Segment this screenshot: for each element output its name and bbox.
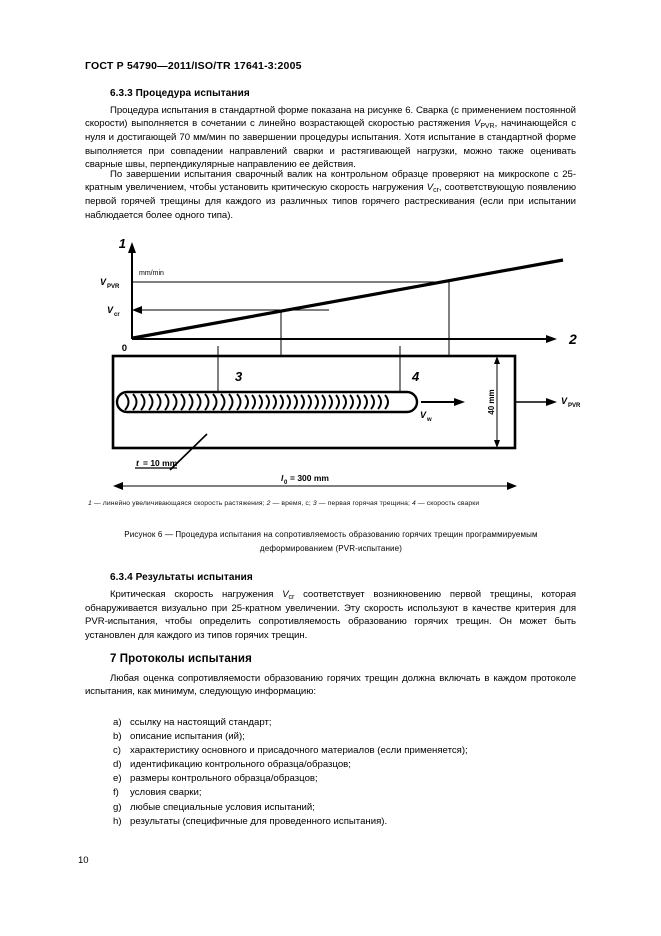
length-dim-arrow-left	[113, 482, 123, 490]
origin-label: 0	[121, 343, 127, 354]
x-axis-arrow	[546, 335, 557, 343]
para-text-a: Процедура испытания в стандартной форме показана на рисунке 6. Сварка (с применением постоянной скорости) выполняется в сочетании с линейно возрастающей скоростью растяжения	[85, 105, 576, 130]
figure-6-caption-line-1: Рисунок 6 — Процедура испытания на сопротивляемость образованию горячих трещин программируемым	[124, 530, 538, 539]
figure-6-legend	[88, 500, 578, 507]
para2-text-b: , соответствующую появлению первой горячей трещины для каждого из различных типов горячего растрескивания (если при испытании наблюдается более одного типа).	[85, 182, 576, 221]
list-item	[85, 772, 576, 786]
section-7-paragraph: Любая оценка сопротивляемости образованию горячих трещин должна включать в каждом протоколе испытания, как минимум, следующую информацию:	[85, 673, 576, 698]
legend-num-4: 4	[411, 500, 416, 507]
list-item-text: любые специальные условия испытаний;	[130, 801, 315, 813]
weld-speed-label-sub: w	[427, 417, 432, 423]
level-label-pvr-sub: PVR	[107, 284, 120, 290]
legend-num-1: 1	[88, 500, 92, 507]
pull-speed-label-sub: PVR	[568, 403, 581, 409]
section-6-3-3-heading: 6.3.3 Процедура испытания	[110, 88, 250, 99]
level-label-cr-sub: cr	[114, 312, 120, 318]
symbol-v-pvr: V	[473, 118, 481, 130]
figure-6	[85, 236, 585, 496]
callout-weld: 4	[412, 369, 420, 384]
legend-num-2: 2	[266, 500, 271, 507]
list-item-text: характеристику основного и присадочного материалов (если применяется);	[130, 745, 468, 757]
legend-text-2: время, с;	[281, 500, 311, 507]
legend-dash-4: —	[415, 500, 427, 507]
legend-num-3: 3	[312, 500, 317, 507]
symbol-v-pvr-subscript: PVR	[480, 123, 495, 131]
legend-dash-2: —	[270, 500, 282, 507]
list-item-text: описание испытания (ий);	[130, 731, 245, 743]
s634-text-b: соответствует возникновению первой трещины, которая обнаруживается визуально при 25-кратном увеличении. Эту скорость используют в качестве критерия для PVR-испытания, чтобы определить сопротивляемость образованию горячих трещин. Он может быть установлен для каждого из типов горячих трещин.	[85, 589, 577, 641]
list-item-text: ссылку на настоящий стандарт;	[130, 717, 272, 728]
level-label-cr: V	[106, 305, 113, 315]
units-label: mm/min	[139, 270, 164, 277]
list-item	[85, 758, 576, 772]
pull-speed-label: V	[561, 396, 568, 406]
list-item	[85, 716, 576, 730]
symbol-v-cr-subscript: cr	[433, 187, 439, 195]
symbol-v-cr-2-subscript: cr	[288, 594, 295, 601]
section-6-3-4-heading: 6.3.4 Результаты испытания	[110, 572, 253, 583]
section-6-3-3-continued	[85, 168, 576, 222]
list-item	[85, 786, 576, 800]
section-6-3-3-paragraph-2	[85, 168, 576, 222]
list-item-text: результаты (специфичные для проведенного испытания).	[130, 815, 388, 827]
list-item	[85, 815, 576, 829]
width-label: 40 mm	[487, 389, 496, 415]
list-item-marker: f)	[113, 787, 119, 799]
list-item-marker: d)	[113, 759, 122, 771]
weld-speed-label: V	[420, 410, 427, 420]
pull-speed-arrowhead	[546, 398, 557, 406]
para-text-b: , начинающейся с нуля и достигающей 70 мм/мин по завершении процедуры испытания. Хотя испытание в стандартной форме выполняется при совпадении направлений сварки и растягивающей нагрузки, можно также оценивать сварные швы, перпендикулярные направлению ее действия.	[85, 118, 576, 170]
callout-crack: 3	[235, 369, 243, 384]
legend-text-1: линейно увеличивающаяся скорость растяжения;	[102, 500, 265, 507]
list-item-marker: a)	[113, 717, 122, 728]
y-axis-label: 1	[118, 236, 126, 251]
figure-6-specimen	[85, 346, 585, 496]
document-header: ГОСТ Р 54790—2011/ISO/TR 17641-3:2005	[85, 60, 302, 72]
symbol-v-cr: V	[426, 182, 434, 194]
list-item-text: идентификацию контрольного образца/образцов;	[130, 759, 351, 771]
symbol-v-cr-2: V	[282, 589, 289, 600]
weld-speed-arrowhead	[454, 398, 465, 406]
list-item-marker: b)	[113, 731, 122, 743]
list-item-marker: g)	[113, 801, 122, 813]
length-dim-arrow-right	[507, 482, 517, 490]
ramp-line	[133, 260, 563, 338]
length-label-subscript: 0	[284, 480, 288, 486]
legend-text-4: скорость сварки	[426, 500, 480, 507]
legend-dash-3: —	[316, 500, 328, 507]
section-7	[85, 653, 576, 698]
thickness-label-symbol: t	[136, 458, 139, 468]
section-7-list	[85, 716, 576, 829]
length-label: = 300 mm	[290, 473, 329, 483]
figure-6-caption	[85, 528, 577, 556]
list-item	[85, 730, 576, 744]
x-axis-label: 2	[569, 331, 577, 347]
y-axis-arrow	[128, 242, 136, 253]
level-line-cr-arrow	[132, 306, 142, 314]
section-7-heading: 7 Протоколы испытания	[110, 653, 252, 665]
legend-text-3: первая горячая трещина;	[327, 500, 410, 507]
list-item-marker: c)	[113, 745, 121, 757]
section-6-3-3-paragraph-1	[85, 104, 576, 171]
level-label-pvr: V	[99, 277, 106, 287]
s634-text-a: Критическая скорость нагружения	[110, 589, 283, 600]
length-label-symbol: l	[281, 473, 284, 483]
legend-dash-1: —	[91, 500, 103, 507]
list-item-marker: h)	[113, 815, 122, 827]
section-6-3-4	[85, 572, 576, 642]
list-item	[85, 801, 576, 815]
list-item-text: размеры контрольного образца/образцов;	[130, 773, 318, 785]
figure-6-caption-line-2: деформированием (PVR-испытание)	[259, 544, 403, 553]
page-number: 10	[78, 855, 89, 866]
thickness-label: = 10 mm	[143, 458, 178, 468]
list-item-text: условия сварки;	[130, 787, 202, 799]
section-6-3-4-paragraph	[85, 588, 576, 642]
section-6-3-3	[85, 88, 576, 171]
para2-text-a: По завершении испытания сварочный валик на контрольном образце проверяют на микроскопе с 25-кратным увеличением, чтобы установить критическую скорость нагружения	[85, 169, 576, 194]
list-item-marker: e)	[113, 773, 122, 785]
list-item	[85, 744, 576, 758]
figure-6-graph	[85, 236, 585, 356]
